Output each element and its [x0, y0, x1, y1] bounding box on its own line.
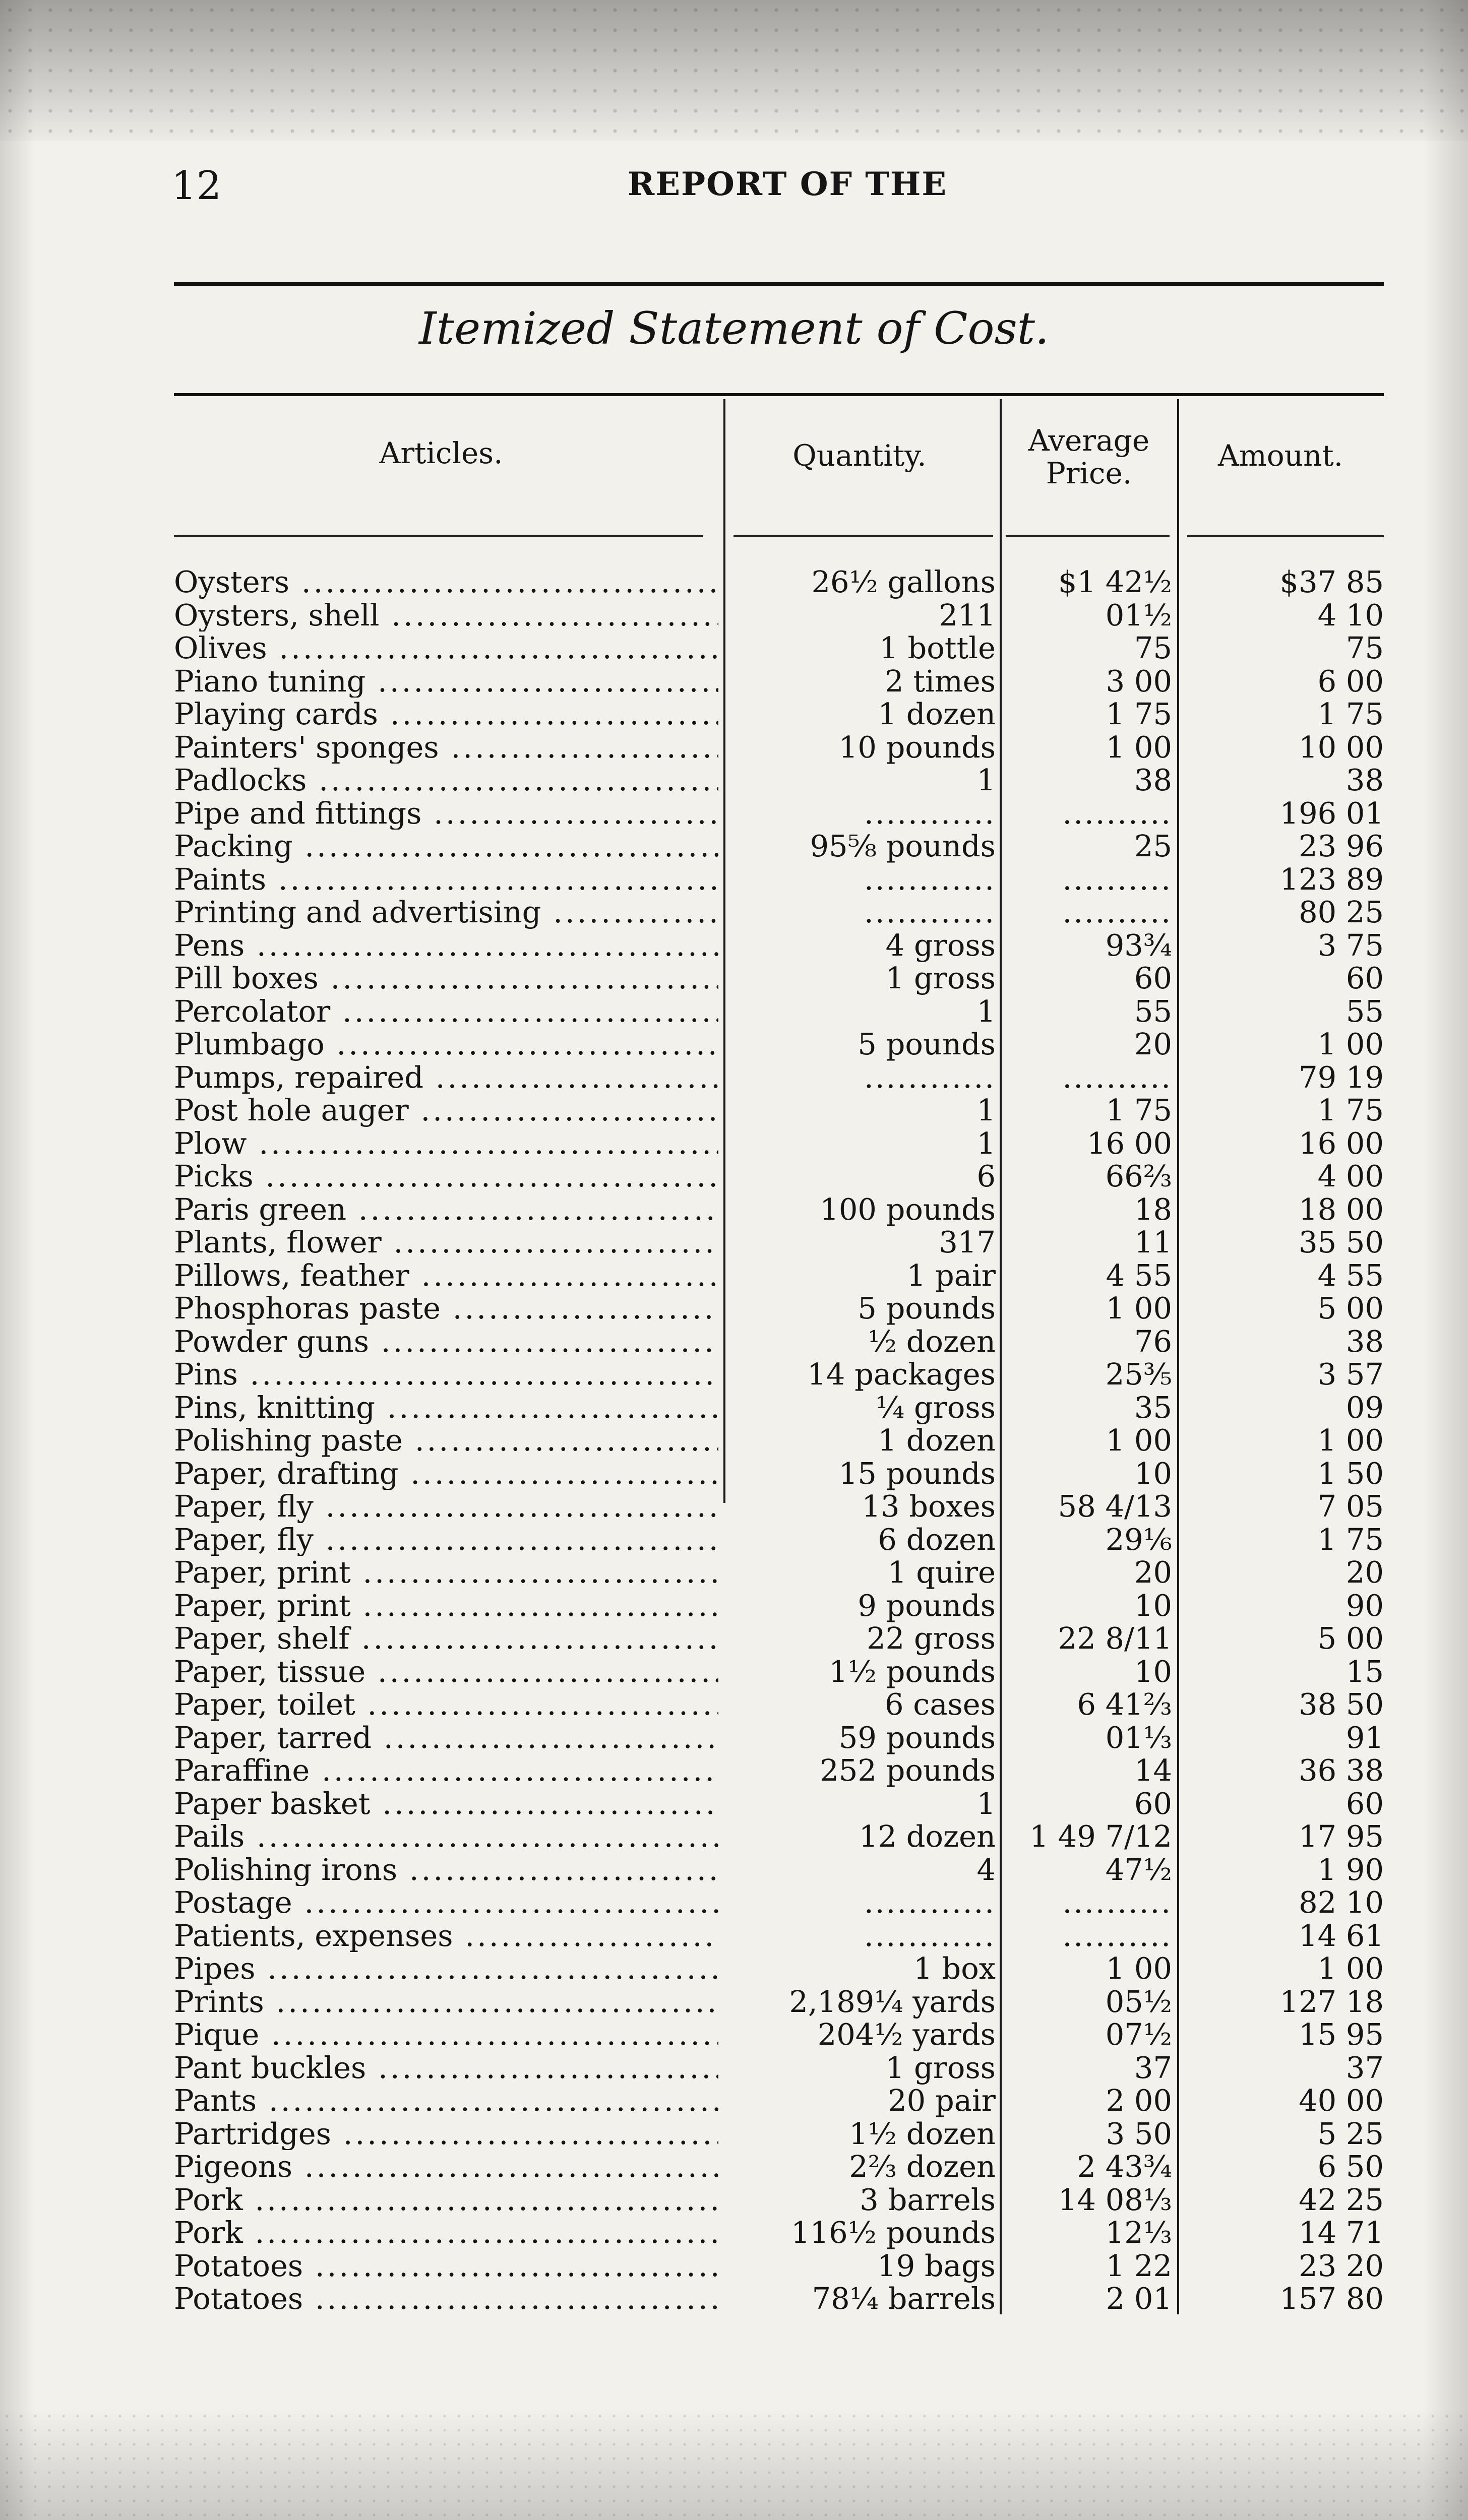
- article-cell: Paper, shelf .....: [174, 1622, 718, 1655]
- average-price-cell: 10: [1134, 1456, 1172, 1491]
- quantity-cell: 1: [976, 1093, 996, 1127]
- table-rows: [174, 565, 1384, 2315]
- average-price-cell: 14: [1134, 1753, 1172, 1788]
- article-cell: Paper, toilet .....: [174, 1688, 718, 1721]
- average-price-cell: 55: [1134, 993, 1172, 1029]
- quantity-cell: 26½ gallons: [811, 564, 996, 599]
- quantity-cell: 4 gross: [885, 927, 996, 963]
- article-cell: Powder guns .....: [174, 1325, 718, 1358]
- article-cell: Plants, flower .....: [174, 1226, 718, 1259]
- average-price-cell: 1 00: [1106, 1423, 1172, 1458]
- table-row: [174, 632, 1384, 665]
- quantity-cell: 1½ dozen: [849, 2116, 996, 2151]
- article-cell: Pins .....: [174, 1358, 718, 1391]
- table-row: [174, 1919, 1384, 1952]
- average-price-cell: 20: [1134, 1027, 1172, 1061]
- average-price-cell: 10: [1134, 1588, 1172, 1623]
- table-row: [174, 830, 1384, 863]
- article-cell: Piano tuning .....: [174, 665, 718, 698]
- article-cell: Picks .....: [174, 1160, 718, 1193]
- quantity-cell: 1: [976, 1786, 996, 1821]
- page-header: [171, 163, 1391, 222]
- amount-cell: 17 95: [1299, 1819, 1384, 1854]
- quantity-cell: 2,189¼ yards: [789, 1984, 996, 2019]
- amount-cell: 3 57: [1317, 1357, 1384, 1392]
- amount-cell: 5 00: [1317, 1291, 1384, 1326]
- quantity-cell: 4: [976, 1852, 996, 1887]
- average-price-cell: 05½: [1105, 1984, 1172, 2019]
- articles-header: Articles.: [379, 436, 503, 470]
- average-price-cell: ..........: [1062, 861, 1172, 897]
- amount-cell: 196 01: [1279, 795, 1384, 831]
- table-row: [174, 2183, 1384, 2217]
- average-price-cell: 25⅗: [1105, 1357, 1172, 1392]
- quantity-cell: ............: [864, 895, 996, 929]
- quantity-header: Quantity.: [792, 438, 927, 473]
- average-price-cell: 2 00: [1106, 2083, 1172, 2118]
- article-cell: Potatoes .....: [174, 2249, 718, 2283]
- table-row: [174, 1985, 1384, 2019]
- amount-cell: 23 96: [1299, 829, 1384, 863]
- table-row: [174, 665, 1384, 698]
- table-row: [174, 1754, 1384, 1787]
- right-scan-noise: [1423, 0, 1468, 2520]
- article-cell: Playing cards .....: [174, 698, 718, 731]
- top-rule: [174, 282, 1384, 286]
- article-cell: Pipe and fittings .....: [174, 797, 718, 830]
- table-title: Itemized Statement of Cost.: [419, 302, 1049, 354]
- quantity-cell: 252 pounds: [820, 1753, 996, 1788]
- quantity-cell: ............: [864, 1885, 996, 1920]
- quantity-cell: 1: [976, 1125, 996, 1161]
- article-cell: Pumps, repaired .....: [174, 1061, 718, 1094]
- article-cell: Paris green .....: [174, 1193, 718, 1226]
- table-row: [174, 1358, 1384, 1391]
- article-cell: Pails .....: [174, 1820, 718, 1853]
- amount-cell: 91: [1345, 1720, 1384, 1755]
- article-cell: Pork .....: [174, 2216, 718, 2249]
- average-price-cell: 6 41⅔: [1077, 1687, 1172, 1722]
- article-cell: Paper, print .....: [174, 1589, 718, 1622]
- amount-header: Amount.: [1217, 438, 1343, 473]
- average-price-cell: 66⅔: [1105, 1159, 1172, 1193]
- amount-cell: 38: [1345, 1324, 1384, 1359]
- amount-cell: 40 00: [1299, 2083, 1384, 2118]
- average-price-cell: 18: [1134, 1191, 1172, 1227]
- article-cell: Paper, print .....: [174, 1556, 718, 1589]
- amount-cell: 15 95: [1299, 2017, 1384, 2052]
- table-row: [174, 863, 1384, 896]
- table-row: [174, 1424, 1384, 1457]
- article-cell: Postage .....: [174, 1886, 718, 1919]
- table-row: [174, 565, 1384, 599]
- quantity-header-rule: [733, 535, 993, 537]
- quantity-cell: 5 pounds: [858, 1027, 996, 1061]
- table-row: [174, 1688, 1384, 1721]
- table-row: [174, 2117, 1384, 2151]
- top-scan-noise: [0, 0, 1468, 141]
- article-cell: Pork .....: [174, 2183, 718, 2217]
- table-row: [174, 1094, 1384, 1127]
- average-price-cell: 2 43¾: [1077, 2149, 1172, 2184]
- average-price-cell: 60: [1134, 961, 1172, 995]
- average-price-cell: 01⅓: [1105, 1720, 1172, 1755]
- amount-cell: 23 20: [1299, 2248, 1384, 2283]
- running-head: REPORT OF THE: [628, 165, 948, 203]
- amount-cell: 80 25: [1299, 895, 1384, 929]
- article-cell: Potatoes .....: [174, 2282, 718, 2315]
- table-row: [174, 1292, 1384, 1325]
- table-row: [174, 1193, 1384, 1226]
- quantity-cell: 317: [939, 1225, 996, 1259]
- average-price-cell: 10: [1134, 1654, 1172, 1689]
- quantity-cell: 1 dozen: [878, 697, 996, 731]
- table-row: [174, 1127, 1384, 1160]
- quantity-cell: ............: [864, 795, 996, 831]
- amount-cell: 35 50: [1299, 1225, 1384, 1259]
- table-row: [174, 2249, 1384, 2283]
- article-cell: Post hole auger .....: [174, 1094, 718, 1127]
- article-cell: Oysters, shell .....: [174, 599, 718, 632]
- quantity-cell: 2⅔ dozen: [849, 2149, 996, 2184]
- quantity-cell: 22 gross: [867, 1621, 996, 1656]
- quantity-cell: 1 gross: [885, 961, 996, 995]
- quantity-cell: 100 pounds: [820, 1191, 996, 1227]
- average-price-cell: 16 00: [1087, 1125, 1172, 1161]
- article-cell: Printing and advertising .....: [174, 896, 718, 929]
- table-row: [174, 1721, 1384, 1754]
- table-row: [174, 1226, 1384, 1259]
- quantity-cell: 1 box: [913, 1951, 996, 1986]
- article-cell: Polishing paste .....: [174, 1424, 718, 1457]
- average-price-cell: 1 00: [1106, 1291, 1172, 1326]
- table-row: [174, 1391, 1384, 1424]
- amount-cell: 36 38: [1299, 1753, 1384, 1788]
- amount-cell: 82 10: [1299, 1885, 1384, 1920]
- quantity-cell: ............: [864, 861, 996, 897]
- amount-cell: 1 75: [1317, 1522, 1384, 1557]
- amount-cell: 1 75: [1317, 1093, 1384, 1127]
- average-price-cell: 37: [1134, 2050, 1172, 2085]
- table-row: [174, 698, 1384, 731]
- amount-cell: 123 89: [1279, 861, 1384, 897]
- quantity-cell: 1 gross: [885, 2050, 996, 2085]
- average-price-cell: ..........: [1062, 795, 1172, 831]
- average-price-header: Average Price.: [1028, 423, 1150, 490]
- quantity-cell: ............: [864, 1918, 996, 1953]
- amount-cell: 3 75: [1317, 927, 1384, 963]
- title-rule: [174, 393, 1384, 396]
- quantity-cell: 15 pounds: [838, 1456, 996, 1491]
- article-cell: Pillows, feather .....: [174, 1259, 718, 1292]
- article-cell: Prints .....: [174, 1985, 718, 2019]
- average-price-cell: ..........: [1062, 1918, 1172, 1953]
- quantity-cell: 6 dozen: [878, 1522, 996, 1557]
- table-row: [174, 962, 1384, 995]
- amount-cell: 127 18: [1279, 1984, 1384, 2019]
- bottom-scan-noise: [0, 2409, 1468, 2520]
- table-row: [174, 764, 1384, 797]
- amount-cell: 10 00: [1299, 729, 1384, 765]
- average-price-cell: 22 8/11: [1058, 1621, 1172, 1656]
- quantity-cell: 1 pair: [906, 1257, 996, 1293]
- table-row: [174, 2216, 1384, 2249]
- article-cell: Pigeons .....: [174, 2150, 718, 2183]
- table-row: [174, 2084, 1384, 2117]
- table-row: [174, 2282, 1384, 2315]
- article-cell: Plow .....: [174, 1127, 718, 1160]
- amount-cell: 5 25: [1317, 2116, 1384, 2151]
- quantity-cell: 116½ pounds: [791, 2215, 996, 2250]
- table-row: [174, 1028, 1384, 1061]
- article-cell: Padlocks .....: [174, 764, 718, 797]
- article-cell: Pipes .....: [174, 1952, 718, 1985]
- amount-cell: 79 19: [1299, 1059, 1384, 1095]
- article-cell: Olives .....: [174, 632, 718, 665]
- average-price-cell: 3 00: [1106, 663, 1172, 699]
- amount-cell: 7 05: [1317, 1489, 1384, 1524]
- price-header-rule: [1006, 535, 1170, 537]
- table-row: [174, 599, 1384, 632]
- table-row: [174, 2051, 1384, 2085]
- quantity-cell: 1 quire: [887, 1555, 996, 1590]
- average-price-cell: 38: [1134, 763, 1172, 797]
- quantity-cell: 204½ yards: [817, 2017, 996, 2052]
- average-price-cell: 35: [1134, 1390, 1172, 1425]
- quantity-cell: 1 dozen: [878, 1423, 996, 1458]
- quantity-cell: 2 times: [884, 663, 996, 699]
- quantity-cell: 19 bags: [877, 2248, 996, 2283]
- amount-cell: 55: [1345, 993, 1384, 1029]
- quantity-cell: ¼ gross: [876, 1390, 996, 1425]
- cost-table: [174, 399, 1384, 2342]
- table-row: [174, 929, 1384, 962]
- table-row: [174, 1787, 1384, 1820]
- table-row: [174, 731, 1384, 764]
- quantity-cell: 78¼ barrels: [812, 2281, 996, 2316]
- amount-cell: 1 00: [1317, 1423, 1384, 1458]
- amount-cell: 5 00: [1317, 1621, 1384, 1656]
- article-cell: Paper, fly .....: [174, 1490, 718, 1523]
- table-row: [174, 1061, 1384, 1094]
- amount-cell: 60: [1345, 961, 1384, 995]
- article-cell: Paraffine .....: [174, 1754, 718, 1787]
- average-price-cell: 58 4/13: [1058, 1489, 1172, 1524]
- average-price-cell: 12⅓: [1105, 2215, 1172, 2250]
- article-cell: Partridges .....: [174, 2117, 718, 2151]
- table-row: [174, 2150, 1384, 2183]
- amount-cell: 18 00: [1299, 1191, 1384, 1227]
- quantity-cell: 6 cases: [885, 1687, 996, 1722]
- table-row: [174, 1325, 1384, 1358]
- article-cell: Patients, expenses .....: [174, 1919, 718, 1952]
- average-price-cell: 3 50: [1106, 2116, 1172, 2151]
- average-price-cell: 1 00: [1106, 1951, 1172, 1986]
- average-price-cell: ..........: [1062, 1059, 1172, 1095]
- table-row: [174, 1952, 1384, 1985]
- quantity-cell: 95⅝ pounds: [810, 829, 996, 863]
- average-price-cell: 76: [1134, 1324, 1172, 1359]
- quantity-cell: 1: [976, 763, 996, 797]
- amount-cell: 38: [1345, 763, 1384, 797]
- average-price-cell: 25: [1134, 829, 1172, 863]
- amount-cell: 1 75: [1317, 697, 1384, 731]
- table-row: [174, 995, 1384, 1028]
- amount-cell: $37 85: [1279, 564, 1384, 599]
- amount-cell: 09: [1345, 1390, 1384, 1425]
- article-cell: Pants .....: [174, 2084, 718, 2117]
- table-row: [174, 797, 1384, 830]
- article-cell: Paper, tissue .....: [174, 1655, 718, 1688]
- average-price-cell: 20: [1134, 1555, 1172, 1590]
- page-number: 12: [171, 163, 222, 209]
- article-cell: Polishing irons .....: [174, 1853, 718, 1886]
- table-row: [174, 1622, 1384, 1655]
- table-row: [174, 1523, 1384, 1556]
- average-price-cell: 4 55: [1106, 1257, 1172, 1293]
- quantity-cell: 59 pounds: [838, 1720, 996, 1755]
- average-price-cell: 01½: [1105, 597, 1172, 633]
- average-price-cell: 1 75: [1106, 697, 1172, 731]
- quantity-cell: 1: [976, 993, 996, 1029]
- amount-cell: 14 71: [1299, 2215, 1384, 2250]
- average-price-cell: $1 42½: [1058, 564, 1172, 599]
- amount-cell: 20: [1345, 1555, 1384, 1590]
- amount-cell: 90: [1345, 1588, 1384, 1623]
- amount-cell: 4 00: [1317, 1159, 1384, 1193]
- average-price-cell: 1 00: [1106, 729, 1172, 765]
- amount-cell: 1 50: [1317, 1456, 1384, 1491]
- quantity-cell: 10 pounds: [838, 729, 996, 765]
- quantity-cell: ½ dozen: [868, 1324, 996, 1359]
- average-price-cell: 75: [1134, 631, 1172, 665]
- article-cell: Pens .....: [174, 929, 718, 962]
- quantity-cell: 20 pair: [888, 2083, 996, 2118]
- average-price-cell: 2 01: [1106, 2281, 1172, 2316]
- amount-cell: 157 80: [1279, 2281, 1384, 2316]
- table-row: [174, 1820, 1384, 1853]
- quantity-cell: 13 boxes: [862, 1489, 996, 1524]
- article-cell: Paper, tarred .....: [174, 1721, 718, 1754]
- average-price-cell: 11: [1134, 1225, 1172, 1259]
- article-cell: Pill boxes .....: [174, 962, 718, 995]
- quantity-cell: 211: [939, 597, 996, 633]
- average-price-cell: 93¾: [1105, 927, 1172, 963]
- table-row: [174, 1457, 1384, 1490]
- article-cell: Paper, fly .....: [174, 1523, 718, 1556]
- article-cell: Oysters .....: [174, 565, 718, 599]
- left-scan-noise: [0, 0, 35, 2520]
- article-cell: Phosphoras paste .....: [174, 1292, 718, 1325]
- amount-header-rule: [1187, 535, 1384, 537]
- average-price-cell: ..........: [1062, 895, 1172, 929]
- amount-cell: 42 25: [1299, 2182, 1384, 2217]
- average-price-cell: 1 22: [1106, 2248, 1172, 2283]
- table-row: [174, 1490, 1384, 1523]
- table-row: [174, 1160, 1384, 1193]
- quantity-cell: 14 packages: [807, 1357, 996, 1392]
- table-row: [174, 896, 1384, 929]
- amount-cell: 1 00: [1317, 1951, 1384, 1986]
- amount-cell: 1 00: [1317, 1027, 1384, 1061]
- quantity-cell: 5 pounds: [858, 1291, 996, 1326]
- average-price-cell: 29⅙: [1105, 1522, 1172, 1557]
- quantity-cell: 6: [976, 1159, 996, 1193]
- article-cell: Packing .....: [174, 830, 718, 863]
- article-cell: Percolator .....: [174, 995, 718, 1028]
- article-cell: Paints .....: [174, 863, 718, 896]
- table-row: [174, 1853, 1384, 1886]
- amount-cell: 38 50: [1299, 1687, 1384, 1722]
- quantity-cell: 9 pounds: [858, 1588, 996, 1623]
- amount-cell: 6 00: [1317, 663, 1384, 699]
- average-price-cell: 1 49 7/12: [1029, 1819, 1172, 1854]
- amount-cell: 75: [1345, 631, 1384, 665]
- amount-cell: 1 90: [1317, 1852, 1384, 1887]
- article-cell: Plumbago .....: [174, 1028, 718, 1061]
- average-price-cell: 60: [1134, 1786, 1172, 1821]
- quantity-cell: 12 dozen: [859, 1819, 996, 1854]
- average-price-cell: 07½: [1105, 2017, 1172, 2052]
- average-price-cell: ..........: [1062, 1885, 1172, 1920]
- quantity-cell: 3 barrels: [860, 2182, 996, 2217]
- table-row: [174, 2018, 1384, 2051]
- amount-cell: 16 00: [1299, 1125, 1384, 1161]
- quantity-cell: 1 bottle: [879, 631, 996, 665]
- article-cell: Pant buckles .....: [174, 2051, 718, 2085]
- average-price-cell: 14 08⅓: [1058, 2182, 1172, 2217]
- articles-header-rule: [174, 535, 703, 537]
- table-row: [174, 1556, 1384, 1589]
- quantity-cell: ............: [864, 1059, 996, 1095]
- article-cell: Painters' sponges .....: [174, 731, 718, 764]
- amount-cell: 14 61: [1299, 1918, 1384, 1953]
- amount-cell: 4 10: [1317, 597, 1384, 633]
- article-cell: Paper basket .....: [174, 1787, 718, 1820]
- amount-cell: 60: [1345, 1786, 1384, 1821]
- amount-cell: 6 50: [1317, 2149, 1384, 2184]
- article-cell: Paper, drafting .....: [174, 1457, 718, 1490]
- article-cell: Pins, knitting .....: [174, 1391, 718, 1424]
- table-row: [174, 1259, 1384, 1292]
- amount-cell: 15: [1345, 1654, 1384, 1689]
- table-row: [174, 1655, 1384, 1688]
- average-price-cell: 1 75: [1106, 1093, 1172, 1127]
- quantity-cell: 1½ pounds: [829, 1654, 996, 1689]
- average-price-cell: 47½: [1105, 1852, 1172, 1887]
- amount-cell: 37: [1345, 2050, 1384, 2085]
- table-row: [174, 1886, 1384, 1919]
- article-cell: Pique .....: [174, 2018, 718, 2051]
- table-row: [174, 1589, 1384, 1622]
- amount-cell: 4 55: [1317, 1257, 1384, 1293]
